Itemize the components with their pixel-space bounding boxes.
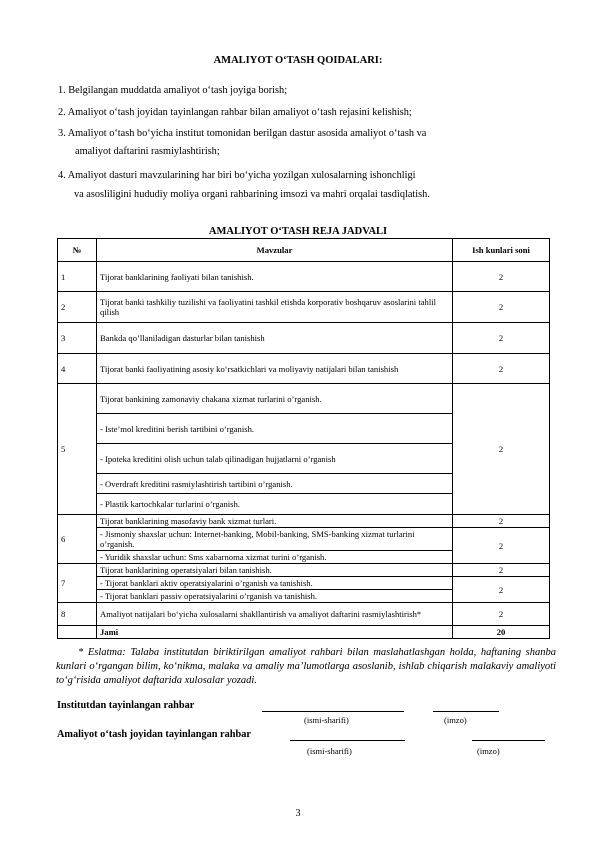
header-number: № [58, 239, 97, 262]
row-5-topic-4: - Overdraft kreditini rasmiylashtirish tartibini o’rganish. [97, 474, 453, 494]
row-6-days-2: 2 [453, 528, 550, 564]
rule-3 [58, 127, 556, 159]
plan-table [57, 238, 550, 639]
row-3-topic: Bankda qo’llaniladigan dasturlar bilan tanishish [97, 323, 453, 354]
row-5-topic-2: - Iste’mol kreditini berish tartibini o’rganish. [97, 414, 453, 444]
note-body: * Eslatma: Talaba institutdan biriktirilgan amaliyot rahbari bilan maslahatlashgan holda, haftaning shanba kunlari o‘rgangan bilim, ko‘nikma, malaka va amaliy ma’lumotlarga asoslanib, ishlab chiqarish malakaviy amaliyoti to‘g‘risida amaliyot daftarida xulosalar yozadi. [56, 647, 556, 686]
table-row [58, 262, 550, 292]
rule-4 [58, 169, 556, 202]
table-title: AMALIYOT O‘TASH REJA JADVALI [208, 226, 388, 237]
rule-3-line-1: 3. Amaliyot o‘tash bo‘yicha institut tomonidan berilgan dastur asosida amaliyot o‘tash va [58, 128, 427, 139]
page-number: 3 [295, 808, 301, 819]
row-5-number: 5 [58, 384, 97, 515]
row-1-topic: Tijorat banklarining faoliyati bilan tanishish. [97, 262, 453, 292]
note-text [56, 646, 556, 688]
row-3-number: 3 [58, 323, 97, 354]
row-2-topic: Tijorat banki tashkiliy tuzilishi va faoliyatini tashkil etishda korporativ boshqaruv asoslarini tahlil qilish [97, 292, 453, 323]
row-1-number: 1 [58, 262, 97, 292]
row-4-days: 2 [453, 354, 550, 384]
table-header-row [58, 239, 550, 262]
row-6-days-1: 2 [453, 515, 550, 528]
row-7-days-2: 2 [453, 577, 550, 603]
table-row [58, 564, 550, 577]
row-5-topic-5: - Plastik kartochkalar turlarini o’rganish. [97, 494, 453, 515]
row-8-days: 2 [453, 603, 550, 626]
header-topics: Mavzular [97, 239, 453, 262]
signature-name-line [262, 711, 404, 712]
row-4-topic: Tijorat banki faoliyatining asosiy ko‘rsatkichlari va moliyaviy natijalari bilan tanishish [97, 354, 453, 384]
row-3-days: 2 [453, 323, 550, 354]
row-7-topic-3: - Tijorat banklari passiv operatsiyalarini o’rganish va tanishish. [97, 590, 453, 603]
table-row [58, 603, 550, 626]
row-2-days: 2 [453, 292, 550, 323]
rule-3-line-2: amaliyot daftarini rasmiylashtirish; [75, 146, 220, 157]
row-2-number: 2 [58, 292, 97, 323]
table-row [58, 323, 550, 354]
row-7-days-1: 2 [453, 564, 550, 577]
row-6-topic-1: Tijorat banklarining masofaviy bank xizmat turlari. [97, 515, 453, 528]
rule-4-line-1: 4. Amaliyot dasturi mavzularining har biri bo‘yicha yozilgan xulosalarning ishonchligi [58, 170, 416, 181]
row-6-topic-2: - Jismoniy shaxslar uchun: Internet-banking, Mobil-banking, SMS-banking xizmat turlarini o’rganish. [97, 528, 453, 551]
table-row [58, 528, 550, 551]
row-1-days: 2 [453, 262, 550, 292]
rule-4-line-2: va asosliligini hududiy moliya organi rahbarining imsozi va mahri orqalai tasdiqlatish. [74, 189, 430, 200]
rule-2 [58, 106, 556, 120]
table-total-row [58, 626, 550, 639]
signature-label-workplace: Amaliyot o‘tash joyidan tayinlangan rahbar [57, 729, 251, 740]
row-8-topic: Amaliyot natijalari bo‘yicha xulosalarni shakllantirish va amaliyot daftarini rasmiylashtirish* [97, 603, 453, 626]
signature-sign-caption: (imzo) [477, 746, 500, 756]
signature-sign-line [472, 740, 545, 741]
signature-name-caption: (ismi-sharifi) [304, 715, 349, 725]
table-row [58, 577, 550, 590]
table-row [58, 515, 550, 528]
table-row [58, 384, 550, 414]
row-4-number: 4 [58, 354, 97, 384]
table-row [58, 354, 550, 384]
row-5-days: 2 [453, 384, 550, 515]
table-row [58, 292, 550, 323]
signature-label-institute: Institutdan tayinlangan rahbar [57, 700, 195, 711]
signature-name-line [290, 740, 405, 741]
rule-2-line-1: 2. Amaliyot o‘tash joyidan tayinlangan rahbar bilan amaliyot o‘tash rejasini kelishish; [58, 107, 412, 118]
page-title: AMALIYOT O‘TASH QOIDALARI: [213, 55, 383, 66]
row-6-topic-3: - Yuridik shaxslar uchun: Sms xabarnoma xizmat turini o’rganish. [97, 551, 453, 564]
total-empty-cell [58, 626, 97, 639]
row-5-topic-1: Tijorat bankining zamonaviy chakana xizmat turlarini o’rganish. [97, 384, 453, 414]
row-7-topic-2: - Tijorat banklari aktiv operatsiyalarini o’rganish va tanishish. [97, 577, 453, 590]
row-7-number: 7 [58, 564, 97, 603]
rule-1 [58, 84, 556, 98]
row-6-number: 6 [58, 515, 97, 564]
signature-name-caption: (ismi-sharifi) [307, 746, 352, 756]
signature-sign-line [433, 711, 499, 712]
total-label: Jami [97, 626, 453, 639]
signature-sign-caption: (imzo) [444, 715, 467, 725]
total-value: 20 [453, 626, 550, 639]
header-days: Ish kunlari soni [453, 239, 550, 262]
rule-1-line-1: 1. Belgilangan muddatda amaliyot o‘tash joyiga borish; [58, 85, 288, 96]
row-7-topic-1: Tijorat banklarining operatsiyalari bilan tanishish. [97, 564, 453, 577]
row-8-number: 8 [58, 603, 97, 626]
row-5-topic-3: - Ipoteka kreditini olish uchun talab qilinadigan hujjatlarni o’rganish [97, 444, 453, 474]
